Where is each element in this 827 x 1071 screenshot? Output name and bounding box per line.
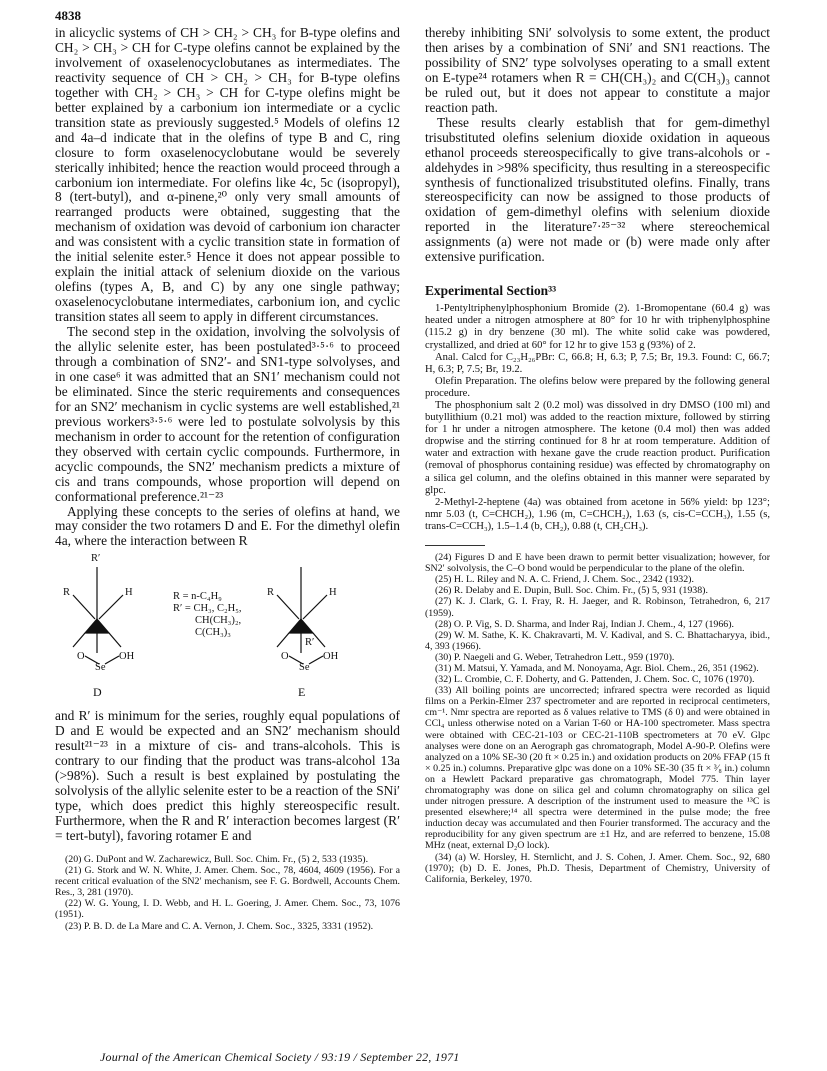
references-left [55, 854, 400, 932]
rotamer-d-oh-label: OH [119, 651, 135, 663]
paragraph: and R′ is minimum for the series, roughly equal populations of D and E would be expected and an SN2′ mechanism should result²¹⁻²³ in a mixture of cis- and trans-alcohols. This is contrary to our finding that the product was trans-alcohol 13a (>98%). Such a result is best explained by postulating the solvolysis of the allylic selenite ester to be a reaction of the SNi′ type, which does predict this highly stereospecific result. Furthermore, when the R and R′ interaction becomes largest (R′ = tert-butyl), favoring rotamer E and [55, 708, 400, 843]
section-heading: Experimental Section³³ [425, 283, 557, 299]
reference: (30) P. Naegeli and G. Weber, Tetrahedron Lett., 959 (1970). [435, 651, 675, 663]
reference: (31) M. Matsui, Y. Yamada, and M. Nonoyama, Agr. Biol. Chem., 26, 351 (1962). [435, 662, 759, 674]
experimental-paragraph: 1-Pentyltriphenylphosphonium Bromide (2). 1-Bromopentane (60.4 g) was heated under a nitrogen atmosphere at 80° for 10 hr with triphenylphosphine (115.2 g) in dry benzene (30 ml). The white solid cake was powdered, crystallized, and dried at 60° for 12 hr to give 153 g (93%) of 2. [425, 303, 770, 351]
experimental-paragraph: Anal. Calcd for C₂₃H₂₆PBr: C, 66.8; H, 6.3; P, 7.5; Br, 19.3. Found: C, 66.7; H, 6.3; P, 7.5; Br, 19.2. [425, 351, 770, 375]
reference: (26) R. Delaby and E. Dupin, Bull. Soc. Chim. Fr., (5) 5, 931 (1938). [435, 585, 708, 597]
rotamer-d-caption: D [93, 685, 102, 700]
page-number: 4838 [55, 8, 81, 23]
rotamer-d-o-label: O [77, 651, 85, 663]
rotamer-e-caption: E [298, 685, 306, 700]
rprime-definition-cont: CH(CH₃)₂, [195, 615, 242, 627]
reference: (29) W. M. Sathe, K. K. Chakravarti, M. V. Kadival, and S. C. Bhattacharyya, ibid., 4, 393 (1966). [425, 629, 770, 652]
paragraph: These results clearly establish that for gem-dimethyl trisubstituted olefins selenium dioxide oxidation in aqueous ethanol proceeds stereospecifically to give trans-alcohols or -aldehydes in >98% specificity, thus resulting in a stereospecific synthesis of functionalized trisubstituted olefins. Finally, trans stereospecificity can now be assigned to those products of oxidation of gem-dimethyl olefins with selenium dioxide reported in the literature⁷·²⁵⁻³² where stereochemical assignments (a) were not made or (b) were made only after extensive purification. [425, 114, 770, 265]
experimental-paragraph: Olefin Preparation. The olefins below were prepared by the following general procedure. [425, 375, 770, 399]
references-right [425, 552, 770, 885]
reference: (28) O. P. Vig, S. D. Sharma, and Inder Raj, Indian J. Chem., 4, 127 (1966). [435, 618, 735, 630]
paragraph: Applying these concepts to the series of olefins at hand, we may consider the two rotamers D and E. For the dimethyl olefin 4a, where the interaction between R [55, 503, 400, 549]
rotamer-e-oh-label: OH [323, 651, 339, 663]
journal-footer: Journal of the American Chemical Society / 93:19 / September 22, 1971 [100, 1050, 460, 1064]
rotamer-figure [55, 553, 400, 705]
paragraph: The second step in the oxidation, involving the solvolysis of the allylic selenite ester, has been postulated³·⁵·⁶ to proceed through a combination of SN2′- and SN1-type solvolyses, and in one case⁶ it was admitted that an SN1′ mechanism could not be eliminated. Since the steric requirements and consequences for an SN2′ mechanism in cyclic systems are well established,²¹ previous workers³·⁵·⁶ were led to postulate solvolysis by this mechanism in order to account for the retention of configuration they observed with certain cyclic compounds. Furthermore, in acyclic compounds, the SN2′ mechanism predicts a mixture of cis and trans compounds, whose proportion will depend on conformational preference.²¹⁻²³ [55, 324, 400, 504]
reference: (32) L. Crombie, C. F. Doherty, and G. Pattenden, J. Chem. Soc. C, 1076 (1970). [435, 674, 755, 686]
reference: (23) P. B. D. de La Mare and C. A. Vernon, J. Chem. Soc., 3325, 3331 (1952). [65, 920, 374, 932]
experimental-paragraph: 2-Methyl-2-heptene (4a) was obtained from acetone in 56% yield: bp 123°; nmr 5.03 (t, C=CHCH₂), 1.96 (m, C=CHCH₂), 1.63 (s, cis-C=CCH₃), 1.55 (s, trans-C=CCH₃), 1.5–1.4 (b, CH₂), 0.88 (t, CH₂CH₃). [425, 496, 770, 532]
rotamer-e-se-label: Se [299, 662, 310, 674]
reference: (20) G. DuPont and W. Zacharewicz, Bull. Soc. Chim. Fr., (5) 2, 533 (1935). [65, 853, 369, 865]
reference: (33) All boiling points are uncorrected; infrared spectra were recorded as liquid films on a Perkin-Elmer 237 spectrometer and are reported in reciprocal centimeters, cm⁻¹. Nmr spectra are reported as δ values relative to TMS (δ 0) and were obtained in CCl₄ unless otherwise noted on a Varian T-60 or HA-100 spectrometer. Mass spectra were obtained with CEC-21-103 or CEC-21-110B spectrometers at 70 eV. Glpc analyses were done on an Aerograph gas chromatograph, Model A-90-P. Olefins were analyzed on a 10% SE-30 (20 ft × 0.25 in.) and oxidation products on 20% FFAP (15 ft × 0.25 in.) columns. Preparative glpc was done on a 10% SE-30 (35 ft × ³⁄₈ in.) column on a Hewlett Packard preparative gas chromatograph, Model 775. Thin layer chromatography was done on silica gel and column chromatography on silica gel under nitrogen pressure. A description of the instrument used to measure the ¹³C is presented elsewhere;¹⁴ all spectra were determined in the pulse mode; the free induction decay was accumulated and then Fourier transformed. The accuracy and the reproducibility for any given spectrum are ±1 Hz, and are referred to benzene, 15.08 MHz (neat, external D₂O lock). [425, 685, 770, 852]
r-definition: R = n-C₄H₉ [173, 591, 222, 603]
reference: (22) W. G. Young, I. D. Webb, and H. L. Goering, J. Amer. Chem. Soc., 73, 1076 (1951). [55, 898, 400, 921]
footnote-divider [425, 545, 485, 546]
paragraph: in alicyclic systems of CH > CH₂ > CH₃ for B-type olefins and CH₂ > CH₃ > CH for C-type olefins cannot be explained by the involvement of oxaselenocyclobutanes as intermediates. The reactivity sequence of CH > CH₂ > CH₃ for B-type olefins together with CH₂ > CH₃ > CH for C-type olefins might be better explained by a carbonium ion intermediate or a cyclic transition state as previously suggested.⁵ Models of olefins 12 and 4a–d indicate that in the olefins of type B and C, ring closure to form oxaselenocyclobutane would be severely sterically inhibited; hence the reaction would proceed through a carbonium ion intermediate. For olefins like 4c, 5c (isopropyl), 8 (tert-butyl), and α-pinene,²⁰ only very small amounts of rearranged products were obtained, suggesting that the mechanism of oxidation was devoid of carbonium ion character and was consistent with a cyclic transition state in formation of the initial selenite ester.⁵ Hence it does not appear possible to explain the initial attack of selenium dioxide on the various olefins (types A, B, and C) by any one single pathway; oxaselenocyclobutane intermediates, carbonium ion, and cyclic transition states all seem to apply in different circumstances. [55, 25, 400, 325]
right-column [425, 26, 770, 885]
rotamer-d-se-label: Se [95, 662, 106, 674]
rprime-definition-cont: C(CH₃)₃ [195, 627, 231, 639]
left-column [55, 26, 400, 932]
reference: (25) H. L. Riley and N. A. C. Friend, J. Chem. Soc., 2342 (1932). [435, 574, 694, 586]
reference: (34) (a) W. Horsley, H. Sternlicht, and J. S. Cohen, J. Amer. Chem. Soc., 92, 680 (1970); (b) D. E. Jones, Ph.D. Thesis, Department of Chemistry, University of California, Berkeley, 1970. [425, 851, 770, 885]
experimental-paragraph: The phosphonium salt 2 (0.2 mol) was dissolved in dry DMSO (100 ml) and butyllithium (0.21 mol) was added to the reaction mixture, followed by stirring for 1 hr under a nitrogen atmosphere. The ketone (0.4 mol) then was added dropwise and the stirring continued for 8 hr at room temperature. Addition of water and extraction with hexane gave the crude reaction product. Purification (removal of phosphorus containing residue) was effected by chromatography on a silica gel column, and the olefins obtained in this manner were separated by glpc. [425, 400, 770, 496]
rotamer-e-r-label: R [267, 587, 275, 599]
rotamer-d-h-label: H [125, 587, 133, 599]
rotamer-d-r-label: R [63, 587, 71, 599]
rotamer-d-rprime-label: R′ [91, 553, 101, 565]
rotamer-e-rprime-label: R′ [305, 637, 315, 649]
rprime-definition: R′ = CH₃, C₂H₅, [173, 603, 242, 615]
reference: (21) G. Stork and W. N. White, J. Amer. Chem. Soc., 78, 4604, 4609 (1956). For a recent critical evaluation of the SN2′ mechanism, see F. G. Bordwell, Accounts Chem. Res., 3, 281 (1970). [55, 865, 400, 899]
reference: (27) K. J. Clark, G. I. Fray, R. H. Jaeger, and R. Robinson, Tetrahedron, 6, 217 (1959). [425, 596, 770, 619]
rotamer-e-o-label: O [281, 651, 289, 663]
rotamer-e-h-label: H [329, 587, 337, 599]
reference: (24) Figures D and E have been drawn to permit better visualization; however, for SN2′ solvolysis, the C–O bond would be perpendicular to the plane of the olefin. [425, 552, 770, 575]
paragraph: thereby inhibiting SNi′ solvolysis to some extent, the product then arises by a combination of SNi′ and SN1 reactions. The possibility of SN2′ type solvolyses operating to a small extent on E-type²⁴ rotamers when R = CH(CH₃)₂ and C(CH₃)₃ cannot be ruled out, but it does not appear to constitute a major reaction path. [425, 25, 770, 115]
